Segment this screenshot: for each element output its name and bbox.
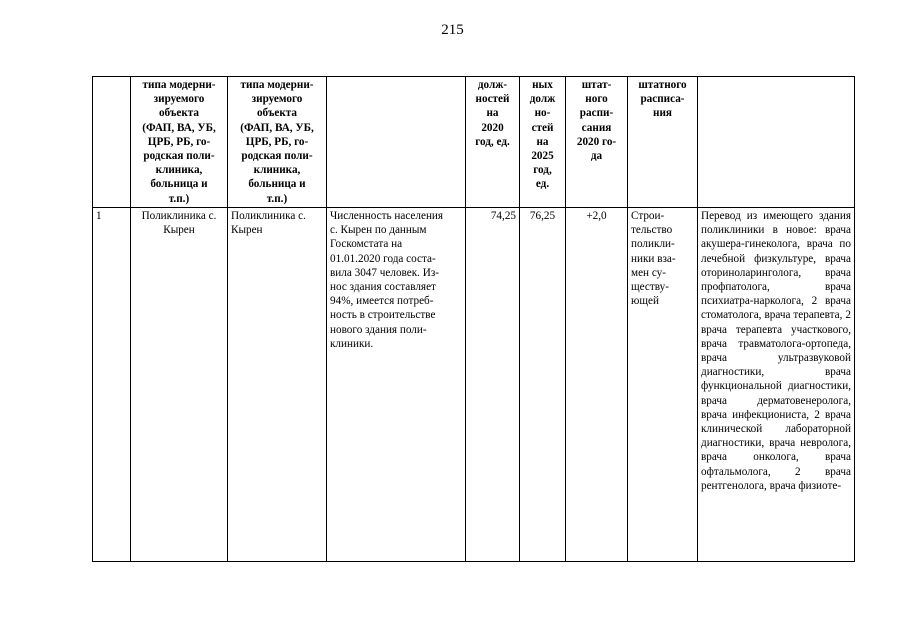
header-cell-justification bbox=[327, 77, 466, 208]
object-name-cell-a: Поликлиника с. Кырен bbox=[131, 208, 228, 562]
row-number-cell: 1 bbox=[93, 208, 131, 562]
measure-cell: Строи- тельство поликли- ники вза- мен су- ществу- ющей bbox=[628, 208, 698, 562]
staff-changes-cell: Перевод из имеющего здания поликлиники в новое: врача акушера-гинеколога, врача по лечебной физкультуре, врача оториноларинголога, врача профпатолога, врача психиатра-нарколога, 2 врача стоматолога, врача терапевта, 2 врача терапевта участкового, врача травматолога-ортопеда, врача ультразвуковой диагностики, врача функциональной диагностики, врача дерматовенеролога, врача инфекциониста, 2 врача клинической лабораторной диагностики, врача невролога, врача онколога, врача офтальмолога, 2 врача рентгенолога, врача физиоте- bbox=[698, 208, 855, 562]
change-cell: +2,0 bbox=[566, 208, 628, 562]
header-cell-object-type-a: типа модерни- зируемого объекта (ФАП, ВА, УБ, ЦРБ, РБ, го- родская поли- клиника, больница и т.п.) bbox=[131, 77, 228, 208]
justification-cell: Численность населения с. Кырен по данным Госкомстата на 01.01.2020 года соста- вила 3047 человек. Из- нос здания составляет 94%, имеется потреб- ность в строительстве нового здания поли- клиники. bbox=[327, 208, 466, 562]
header-cell-positions-2020: долж- ностей на 2020 год, ед. bbox=[466, 77, 520, 208]
header-cell-notes bbox=[698, 77, 855, 208]
header-cell-staff-schedule-2020: штат- ного распи- сания 2020 го- да bbox=[566, 77, 628, 208]
staffing-table bbox=[92, 76, 855, 562]
positions-2020-cell: 74,25 bbox=[466, 208, 520, 562]
header-cell-number bbox=[93, 77, 131, 208]
header-cell-staff-schedule: штатного расписа- ния bbox=[628, 77, 698, 208]
header-cell-object-type-b: типа модерни- зируемого объекта (ФАП, ВА, УБ, ЦРБ, РБ, го- родская поли- клиника, больница и т.п.) bbox=[228, 77, 327, 208]
object-name-cell-b: Поликлиника с. Кырен bbox=[228, 208, 327, 562]
table-header-row bbox=[93, 77, 855, 208]
page-number: 215 bbox=[441, 22, 464, 38]
header-cell-positions-2025: ных долж но- стей на 2025 год, ед. bbox=[520, 77, 566, 208]
table-row bbox=[93, 208, 855, 562]
positions-2025-cell: 76,25 bbox=[520, 208, 566, 562]
